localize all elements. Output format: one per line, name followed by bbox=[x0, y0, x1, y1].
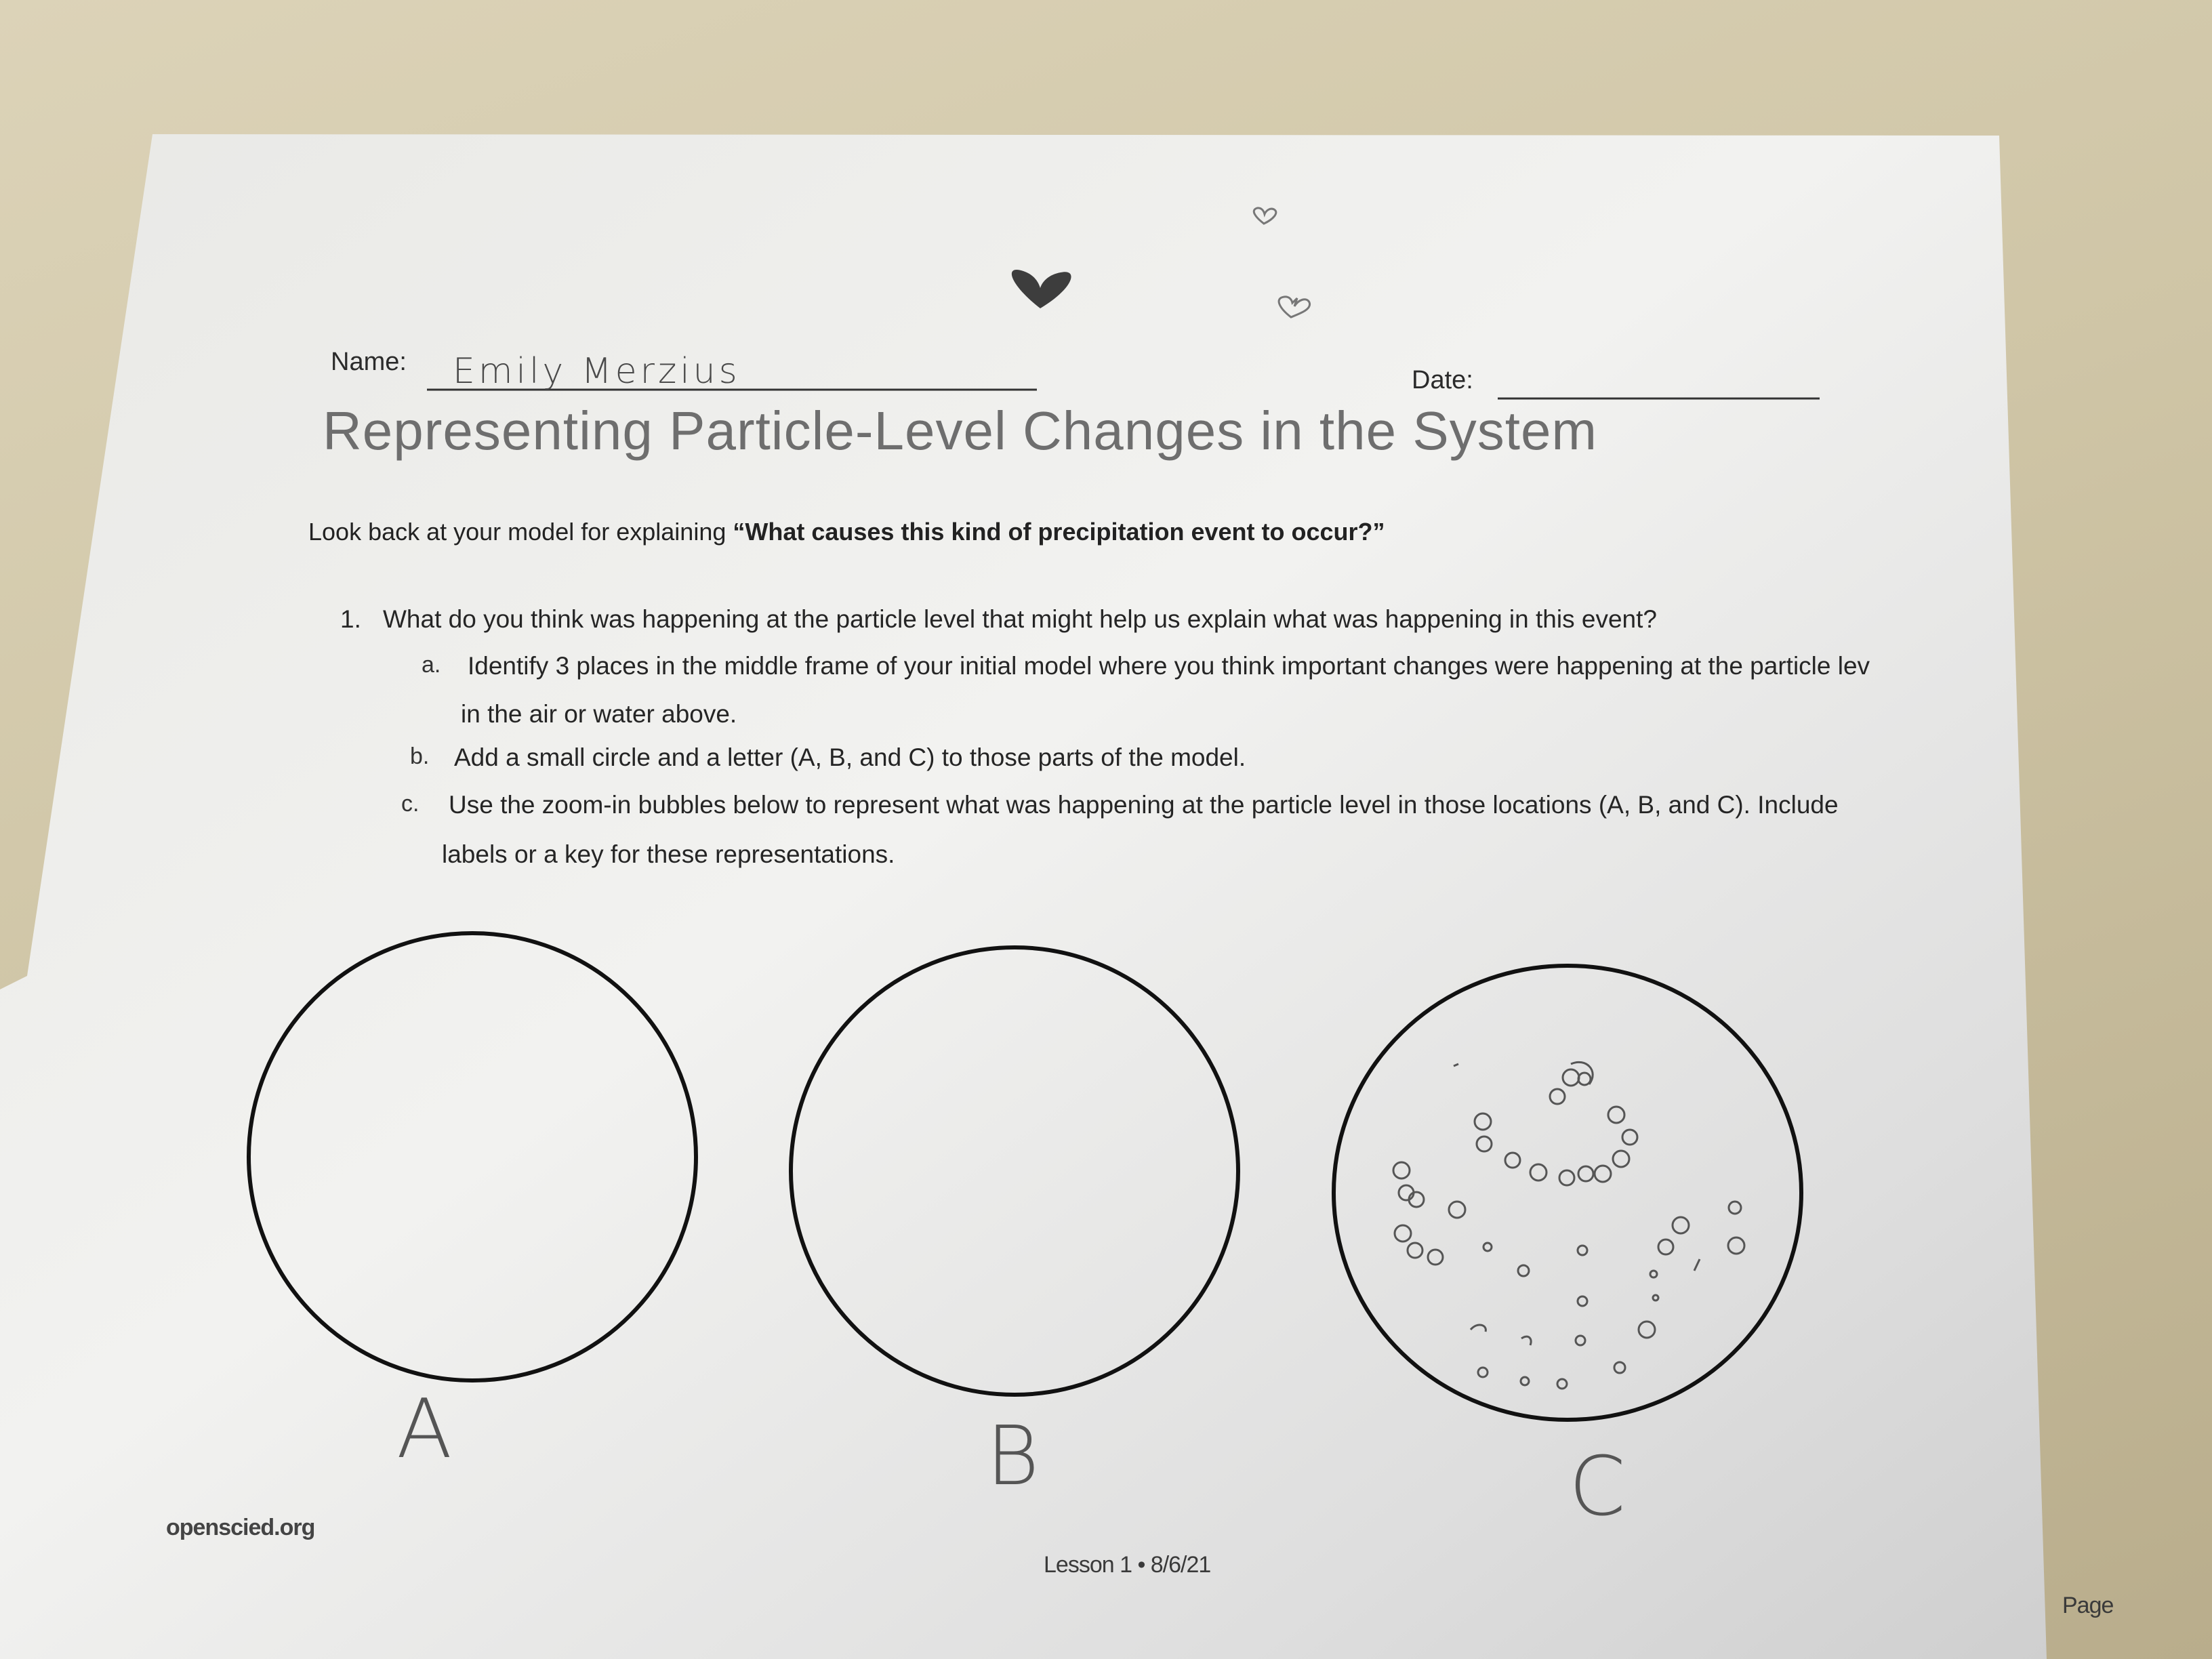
name-label: Name: bbox=[331, 348, 407, 376]
intro-question: “What causes this kind of precipitation event to occur?” bbox=[733, 518, 1385, 546]
footer-page: Page bbox=[2062, 1593, 2114, 1618]
question-1-text: What do you think was happening at the particle level that might help us explain what was happening in this event? bbox=[383, 605, 1657, 633]
name-field[interactable]: Emily Merzius bbox=[453, 351, 741, 392]
sub-question-c-line2: labels or a key for these representations. bbox=[442, 840, 895, 868]
footer-website: openscied.org bbox=[166, 1515, 315, 1540]
date-field[interactable] bbox=[1498, 366, 1820, 397]
question-number: 1. bbox=[340, 605, 361, 633]
page-title: Representing Particle-Level Changes in the System bbox=[323, 401, 1598, 461]
intro-prefix: Look back at your model for explaining bbox=[308, 518, 733, 546]
bubble-c-label: C bbox=[1569, 1440, 1626, 1534]
sub-question-c-line1: Use the zoom-in bubbles below to represent what was happening at the particle level in those locations (A, B, and C). Include bbox=[449, 791, 1839, 819]
sub-question-b-marker: b. bbox=[410, 743, 430, 769]
intro-line bbox=[308, 518, 1385, 546]
date-label: Date: bbox=[1412, 366, 1473, 394]
footer-lesson: Lesson 1 • 8/6/21 bbox=[1044, 1552, 1211, 1578]
sub-question-a-line2: in the air or water above. bbox=[461, 700, 737, 728]
sub-question-a-line1: Identify 3 places in the middle frame of your initial model where you think important changes were happening at the particle lev bbox=[468, 652, 1870, 680]
sub-question-a-marker: a. bbox=[422, 652, 441, 678]
sub-question-b-text: Add a small circle and a letter (A, B, and C) to those parts of the model. bbox=[454, 743, 1246, 771]
bubble-b-label: B bbox=[986, 1410, 1040, 1504]
bubble-a-label: A bbox=[396, 1382, 453, 1477]
sub-question-c-marker: c. bbox=[401, 791, 419, 817]
